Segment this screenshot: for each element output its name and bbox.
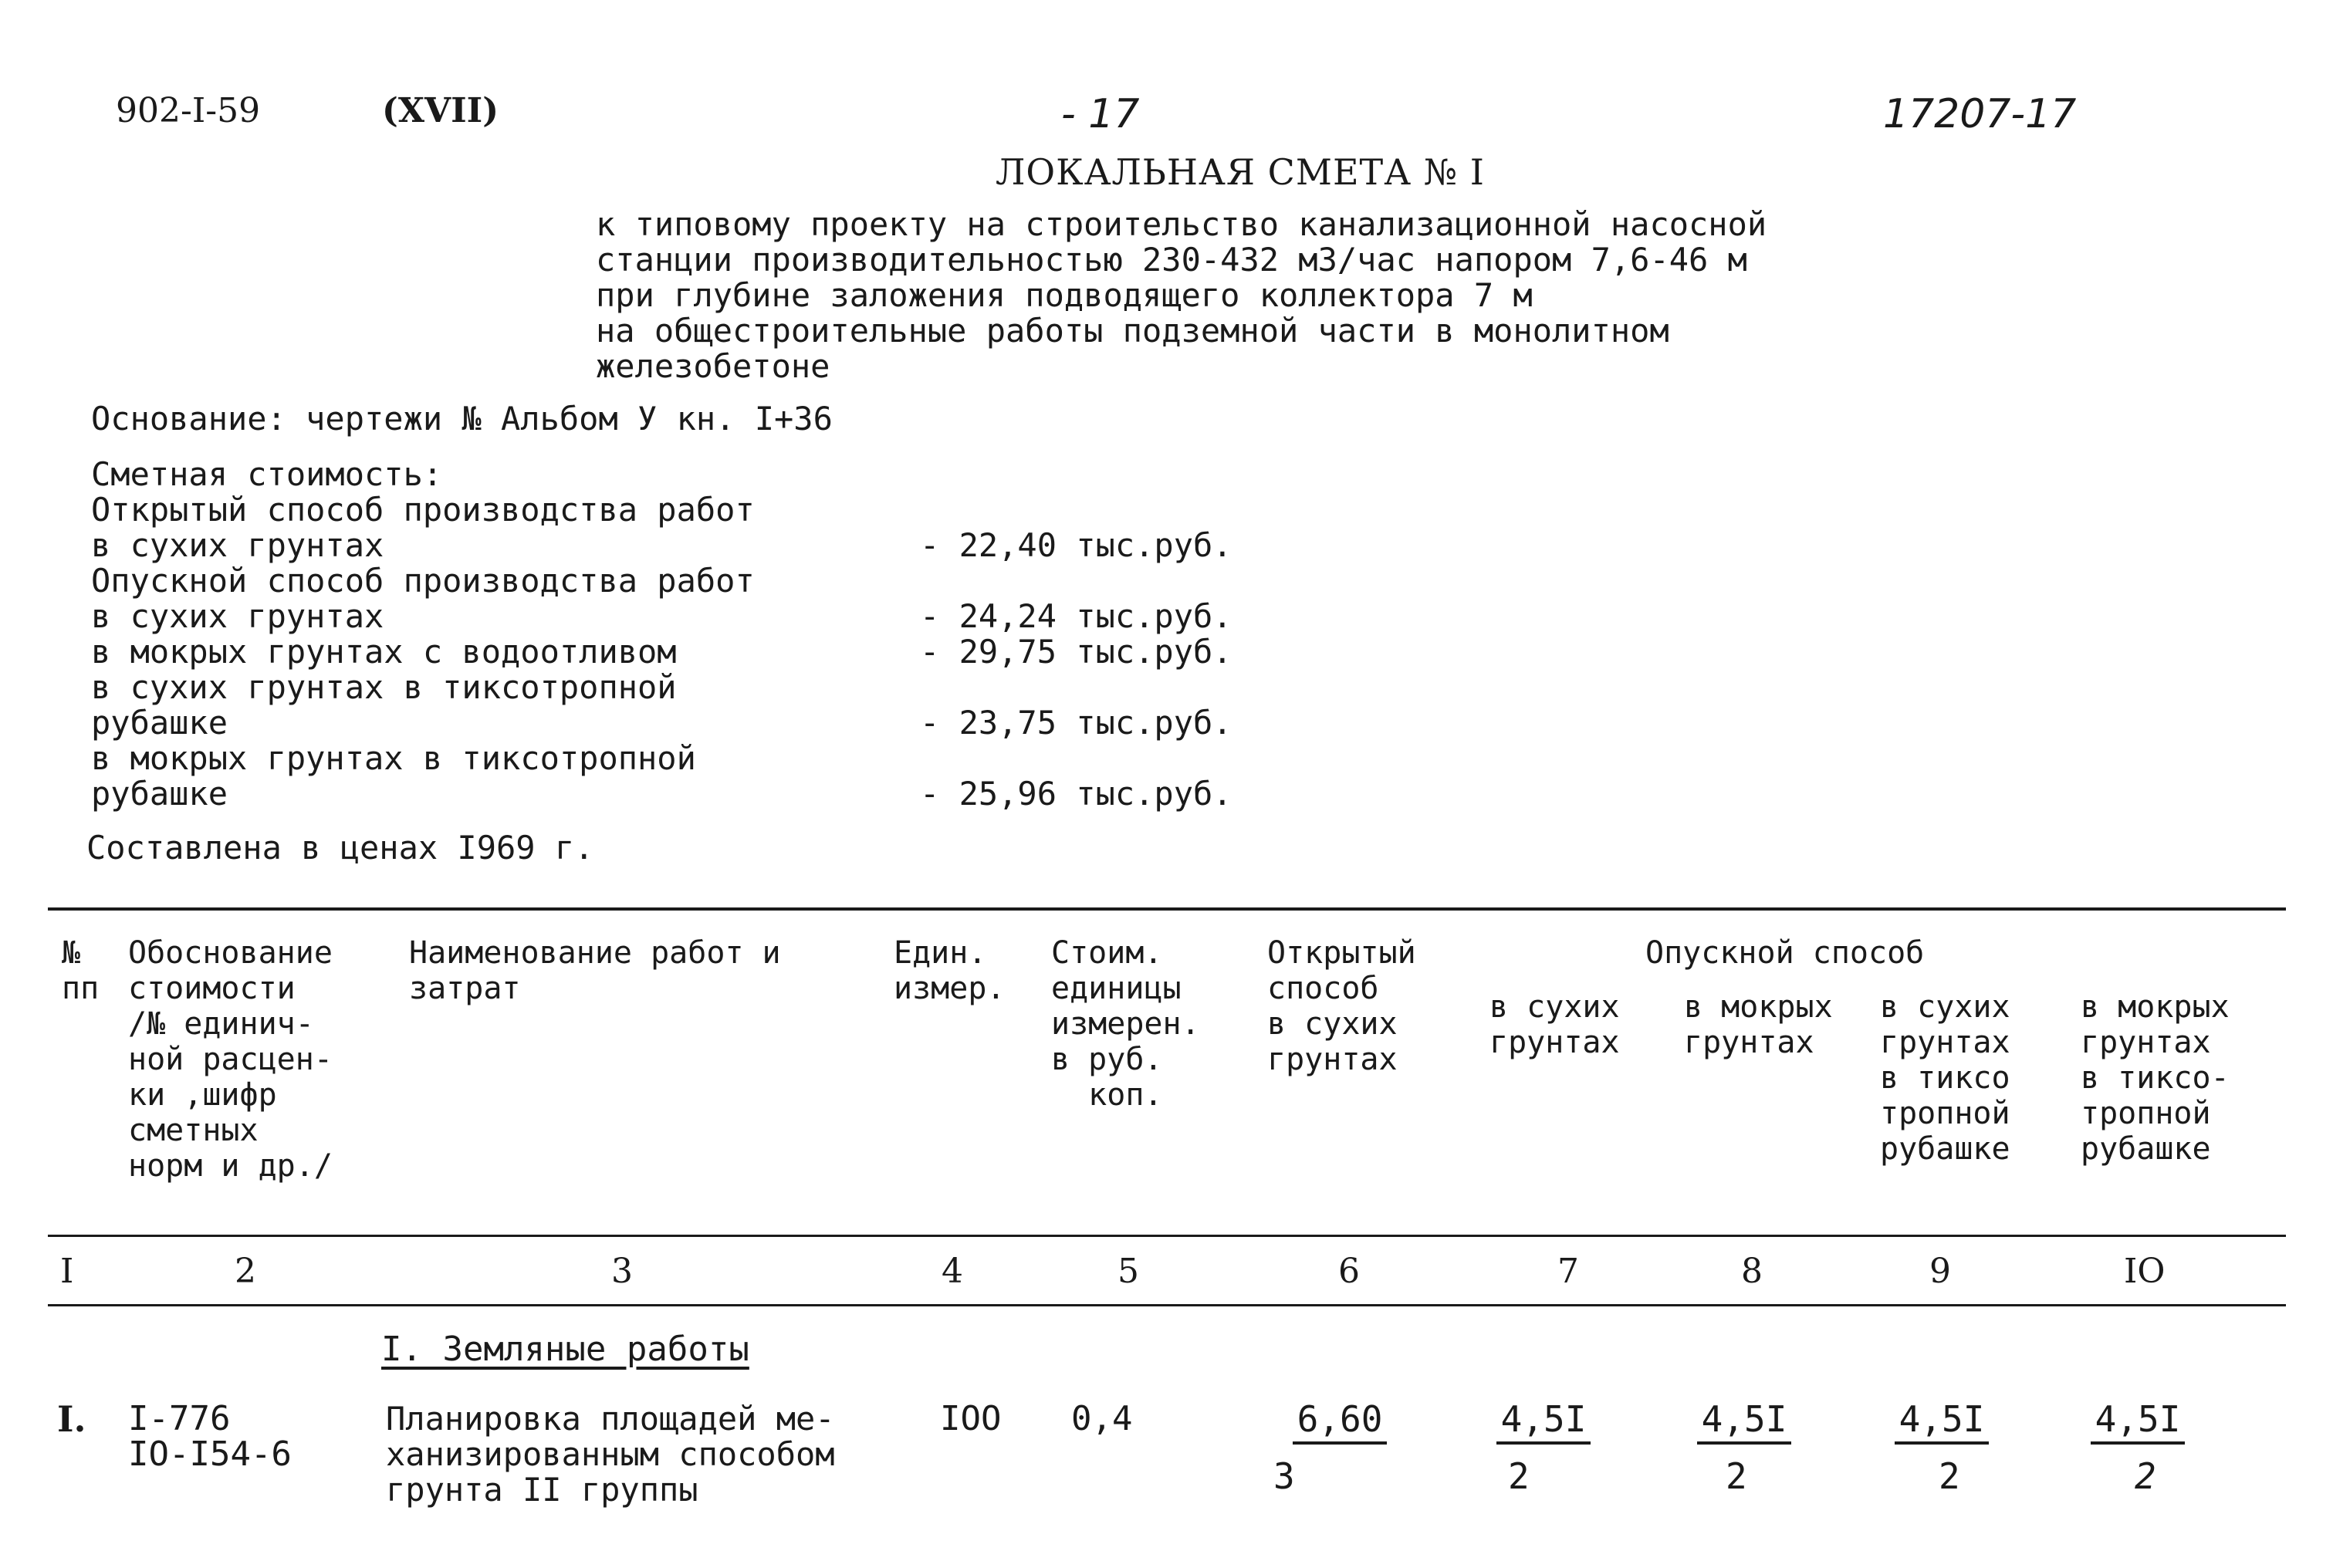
row-work-name: Планировка площадей ме- ханизированным способом грунта II группы bbox=[386, 1400, 835, 1509]
column-number: 2 bbox=[235, 1252, 256, 1291]
header-unit: Един. измер. bbox=[894, 935, 1006, 1006]
cost-label: Опускной способ производства работ bbox=[91, 562, 755, 600]
row-unit-cost: 0,4 bbox=[1071, 1399, 1133, 1438]
value-top: 6,60 bbox=[1293, 1398, 1388, 1445]
subtitle-line-5: железобетоне bbox=[596, 347, 830, 385]
column-number: 5 bbox=[1117, 1252, 1139, 1291]
volume-number: (XVII) bbox=[382, 91, 499, 130]
row-value-sinking-dry bbox=[1466, 1398, 1621, 1497]
document-code: 902-I-59 bbox=[116, 91, 261, 130]
cost-value: - 29,75 тыс.руб. bbox=[920, 633, 1232, 671]
value-top: 4,5I bbox=[1697, 1398, 1792, 1445]
value-bottom: 3 bbox=[1273, 1455, 1295, 1497]
prices-note: Составлена в ценах I969 г. bbox=[86, 829, 594, 867]
section-title: I. Земляные работы bbox=[381, 1330, 749, 1369]
value-bottom: 2 bbox=[1939, 1455, 1960, 1497]
column-number: 3 bbox=[611, 1252, 633, 1291]
column-number: 8 bbox=[1741, 1252, 1763, 1291]
column-number: 9 bbox=[1929, 1252, 1951, 1291]
value-bottom: 2 bbox=[2135, 1455, 2156, 1497]
cost-value: - 25,96 тыс.руб. bbox=[920, 775, 1232, 813]
cost-label: в сухих грунтах bbox=[91, 526, 384, 564]
column-number: IO bbox=[2124, 1252, 2166, 1291]
cost-value: - 23,75 тыс.руб. bbox=[920, 704, 1232, 742]
page-number: - 17 bbox=[1061, 91, 1140, 137]
value-bottom: 2 bbox=[1726, 1455, 1747, 1497]
column-numbers-rule bbox=[48, 1304, 2286, 1306]
cost-label: в мокрых грунтах с водоотливом bbox=[91, 633, 677, 671]
cost-heading: Сметная стоимость: bbox=[91, 455, 443, 493]
value-top: 4,5I bbox=[2091, 1398, 2186, 1445]
subtitle-line-4: на общестроительные работы подземной части в монолитном bbox=[596, 312, 1669, 350]
header-wet-soil: в мокрых грунтах bbox=[1684, 989, 1833, 1060]
basis-line: Основание: чертежи № Альбом У кн. I+36 bbox=[91, 400, 833, 438]
header-dry-thixotropic: в сухих грунтах в тиксо тропной рубашке bbox=[1880, 989, 2010, 1167]
subtitle-line-1: к типовому проекту на строительство канализационной насосной bbox=[596, 205, 1767, 243]
header-bottom-rule bbox=[48, 1235, 2286, 1237]
row-value-sinking-dry-thixotropic bbox=[1865, 1398, 2019, 1497]
row-value-sinking-wet-thixotropic bbox=[2061, 1398, 2215, 1497]
cost-value: - 24,24 тыс.руб. bbox=[920, 597, 1232, 635]
column-number: 4 bbox=[942, 1252, 963, 1291]
column-number: I bbox=[60, 1252, 74, 1291]
value-top: 4,5I bbox=[1895, 1398, 1990, 1445]
table-top-rule bbox=[48, 907, 2286, 911]
cost-label: Открытый способ производства работ bbox=[91, 491, 755, 529]
column-number: 6 bbox=[1338, 1252, 1360, 1291]
header-row-number: № пп bbox=[62, 935, 100, 1006]
row-value-open-dry bbox=[1263, 1398, 1417, 1497]
column-number: 7 bbox=[1557, 1252, 1579, 1291]
row-value-sinking-wet bbox=[1667, 1398, 1821, 1497]
header-dry-soil: в сухих грунтах bbox=[1489, 989, 1620, 1060]
subtitle-line-2: станции производительностью 230-432 м3/час напором 7,6-46 м bbox=[596, 241, 1747, 279]
cost-value: - 22,40 тыс.руб. bbox=[920, 526, 1232, 564]
row-cost-basis: I-776 IO-I54-6 bbox=[128, 1399, 292, 1474]
cost-label: рубашке bbox=[91, 775, 228, 813]
header-open-method: Открытый способ в сухих грунтах bbox=[1267, 935, 1416, 1077]
row-unit: IOO bbox=[940, 1399, 1002, 1438]
header-work-name: Наименование работ и затрат bbox=[409, 935, 781, 1006]
header-sinking-method-group: Опускной способ bbox=[1645, 935, 1925, 971]
cost-label: рубашке bbox=[91, 704, 228, 742]
value-top: 4,5I bbox=[1496, 1398, 1591, 1445]
subtitle-line-3: при глубине заложения подводящего коллектора 7 м bbox=[596, 276, 1533, 314]
header-unit-cost: Стоим. единицы измерен. в руб. коп. bbox=[1051, 935, 1200, 1113]
cost-label: в сухих грунтах в тиксотропной bbox=[91, 668, 677, 706]
cost-label: в сухих грунтах bbox=[91, 597, 384, 635]
document-title: ЛОКАЛЬНАЯ СМЕТА № I bbox=[996, 151, 1485, 193]
sheet-reference: 17207-17 bbox=[1883, 91, 2077, 137]
value-bottom: 2 bbox=[1508, 1455, 1530, 1497]
header-wet-thixotropic: в мокрых грунтах в тиксо- тропной рубашке bbox=[2081, 989, 2230, 1167]
row-number: I. bbox=[57, 1398, 86, 1440]
cost-label: в мокрых грунтах в тиксотропной bbox=[91, 739, 696, 777]
header-cost-basis: Обоснование стоимости /№ единич- ной расцен- ки ,шифр сметных норм и др./ bbox=[128, 935, 333, 1184]
